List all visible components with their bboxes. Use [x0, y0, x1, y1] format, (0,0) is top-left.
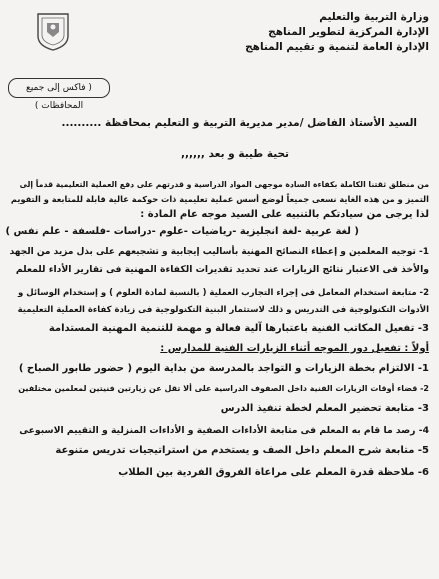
section-item: 6- ملاحظة قدرة المعلم على مراعاة الفروق الفردية بين الطلاب [118, 467, 429, 478]
ministry-name: وزارة التربية والتعليم [319, 11, 429, 23]
intro-line: التميز و من هذه الغاية نسعى جميعاً لوضع أسس عملية تعليمية ذات حوكمة عالية قابلة للمتابعة و التقويم [10, 194, 429, 204]
section-title: أولاً : تفعيل دور الموجه أثناء الزيارات الفنية للمدارس : [160, 343, 429, 354]
item-line: 3- تفعيل المكاتب الفنية باعتبارها آلية فعالة و مهمة للتنمية المهنية المستدامة [48, 323, 429, 334]
subjects-list: ( لغة عربية -لغة انجليزية -رياضيات -علوم -دراسات -فلسفة - علم نفس ) [5, 226, 359, 237]
central-admin-name: الإدارة المركزية لتطوير المناهج [268, 26, 429, 38]
addressee-line: السيد الأستاذ الفاضل /مدير مديرية التربية و التعليم بمحافظة .......... [61, 117, 417, 129]
general-admin-name: الإدارة العامة لتنمية و تقييم المناهج [245, 41, 429, 53]
fax-label: ( فاكس إلى جميع المحافظات ) [8, 78, 110, 98]
section-item: 3- متابعة تحضير المعلم لخطة تنفيذ الدرس [220, 403, 429, 414]
ministry-emblem-icon [34, 10, 72, 52]
section-item: 1- الالتزام بخطة الزيارات و التواجد بالمدرسة من بداية اليوم ( حضور طابور الصباح ) [18, 363, 429, 374]
greeting: تحية طيبة و بعد ,,,,,, [180, 148, 289, 160]
item-line: 2- متابعة استخدام المعامل فى إجراء التجارب العملية ( بالنسبة لمادة العلوم ) و إستخدام الوسائل و [18, 288, 429, 298]
intro-line: لذا يرجى من سيادتكم بالتنبيه على السيد موجه عام المادة : [140, 209, 429, 220]
item-line: 1- توجيه المعلمين و إعطاء النصائح المهنية بأساليب إيجابية و تشجيعهم على بذل مزيد من الجهد [9, 247, 429, 257]
section-item: 5- متابعة شرح المعلم داخل الصف و يستخدم من استراتيجيات تدريس متنوعة [55, 445, 429, 456]
section-item: 4- رصد ما قام به المعلم فى متابعة الأداءات الصفية و الأداءات المنزلية و التقييم الاسبوعى [19, 425, 429, 436]
item-line: الأدوات التكنولوجية فى التدريس و ذلك لاستثمار البنية التكنولوجية فى زيادة كفاءة العملية التعليمية [17, 305, 429, 315]
section-item: 2- قضاء أوقات الزيارات الفنية داخل الصفوف الدراسية على ألا تقل عن زيارتين فنيتين لمعلمين مختلفين [18, 384, 429, 393]
intro-line: من منطلق ثقتنا الكاملة بكفاءة السادة موجهى المواد الدراسية و قدرتهم على دفع العملية التعليمية قدماً إلى [19, 180, 429, 189]
item-line: والأخذ فى الاعتبار نتائج الزيارات عند تحديد تقديرات الكفاءة المهنية فى تقارير الأداء للمعلم [15, 264, 429, 275]
